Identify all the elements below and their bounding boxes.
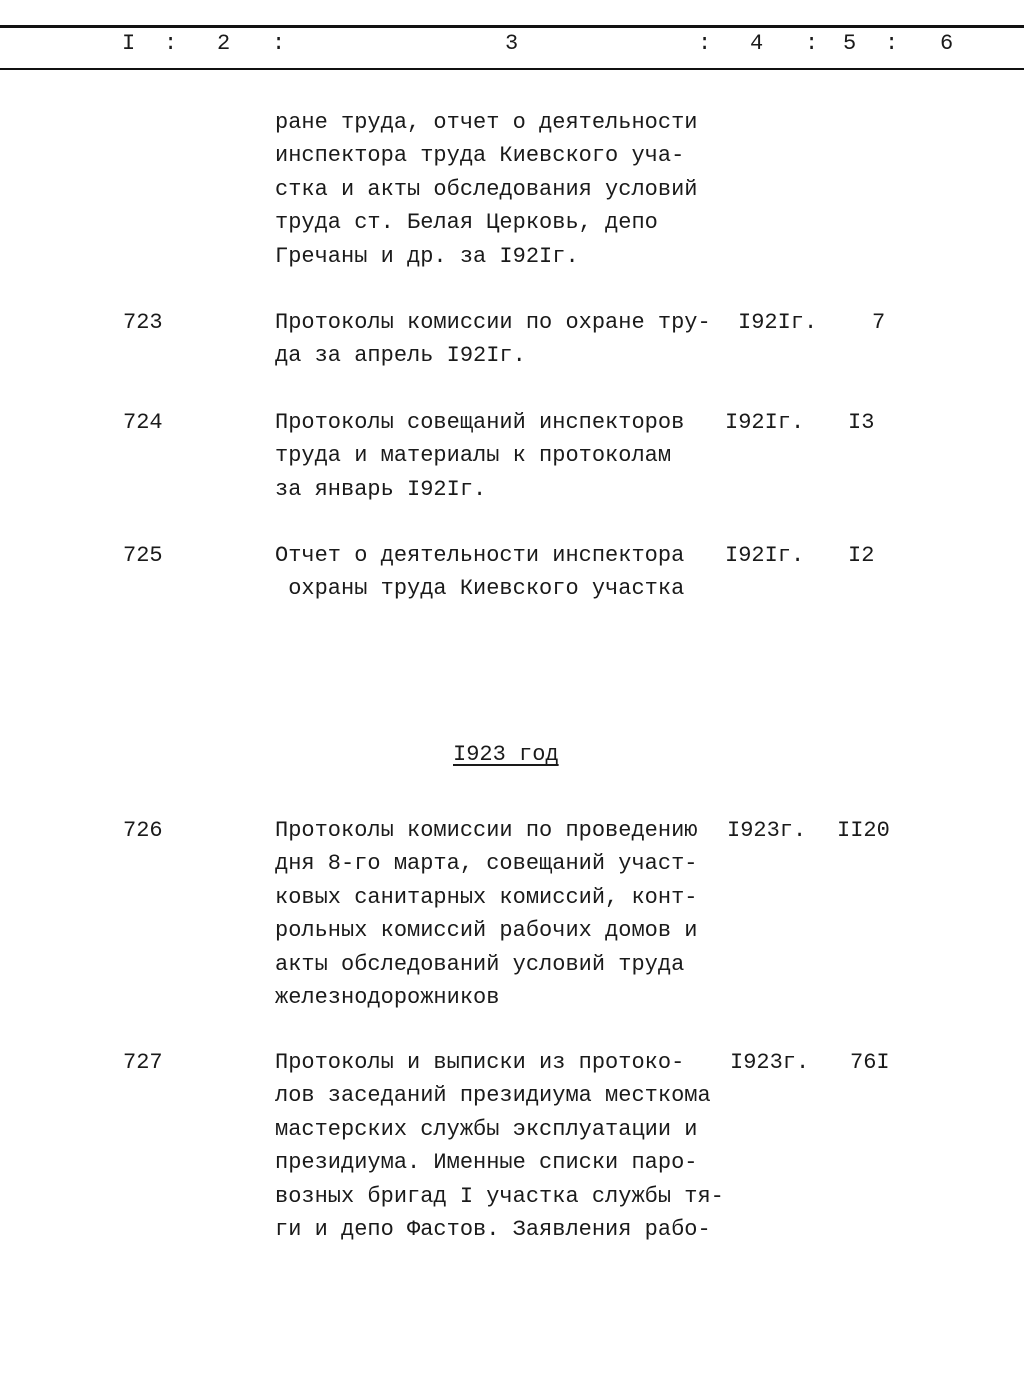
entry-count: 7: [872, 310, 886, 335]
entry-count: I2: [848, 543, 875, 568]
text-line: президиума. Именные списки паро-: [275, 1150, 698, 1176]
col-5: 5: [843, 31, 857, 56]
text-line: Протоколы комиссии по охране тру-: [275, 310, 711, 335]
text-line: Протоколы комиссии по проведению: [275, 818, 698, 843]
entry-number: 725: [123, 543, 163, 568]
col-4: 4: [750, 31, 764, 56]
entry-number: 727: [123, 1050, 163, 1075]
entry-count: II20: [837, 818, 890, 843]
text-line: стка и акты обследования условий: [275, 176, 698, 202]
entry-year: I923г.: [730, 1050, 810, 1075]
text-line: мастерских службы эксплуатации и: [275, 1116, 698, 1142]
text-line: дня 8-го марта, совещаний участ-: [275, 851, 698, 877]
col-sep: :: [805, 31, 819, 56]
text-line: инспектора труда Киевского уча-: [275, 143, 685, 169]
text-line: ране труда, отчет о деятельности: [275, 110, 698, 135]
text-line: Отчет о деятельности инспектора: [275, 543, 685, 568]
col-3: 3: [505, 31, 519, 56]
col-sep: :: [885, 31, 899, 56]
text-line: ги и депо Фастов. Заявления рабо-: [275, 1216, 711, 1242]
header-bottom-rule: [0, 68, 1024, 70]
text-line: Протоколы совещаний инспекторов: [275, 410, 685, 435]
continuation-text: [275, 110, 697, 277]
col-1: I: [122, 31, 136, 56]
entry-year: I92Iг.: [725, 410, 805, 435]
text-line: охраны труда Киевского участка: [275, 576, 685, 602]
entry-year: I92Iг.: [725, 543, 805, 568]
text-line: труда ст. Белая Церковь, депо: [275, 210, 658, 236]
entry-number: 723: [123, 310, 163, 335]
text-line: акты обследований условий труда: [275, 951, 685, 977]
text-line: Гречаны и др. за I92Iг.: [275, 243, 579, 269]
text-line: Протоколы и выписки из протоко-: [275, 1050, 685, 1075]
text-line: железнодорожников: [275, 984, 500, 1010]
entry-title: [275, 1050, 724, 1250]
text-line: ковых санитарных комиссий, конт-: [275, 884, 698, 910]
col-2: 2: [217, 31, 231, 56]
entry-year: I92Iг.: [738, 310, 818, 335]
section-heading: I923 год: [453, 742, 559, 767]
entry-title: [275, 543, 684, 610]
col-sep: :: [698, 31, 712, 56]
col-6: 6: [940, 31, 954, 56]
entry-number: 724: [123, 410, 163, 435]
col-sep: :: [164, 31, 178, 56]
col-sep: :: [272, 31, 286, 56]
entry-count: I3: [848, 410, 875, 435]
entry-title: [275, 310, 711, 377]
entry-number: 726: [123, 818, 163, 843]
text-line: за январь I92Iг.: [275, 476, 487, 502]
entry-title: [275, 410, 684, 510]
entry-year: I923г.: [727, 818, 807, 843]
text-line: возных бригад I участка службы тя-: [275, 1183, 724, 1209]
text-line: да за апрель I92Iг.: [275, 343, 526, 369]
text-line: труда и материалы к протоколам: [275, 443, 672, 469]
text-line: рольных комиссий рабочих домов и: [275, 918, 698, 944]
header-top-rule: [0, 25, 1024, 28]
entry-count: 76I: [850, 1050, 890, 1075]
entry-title: [275, 818, 697, 1018]
text-line: лов заседаний президиума месткома: [275, 1083, 711, 1109]
